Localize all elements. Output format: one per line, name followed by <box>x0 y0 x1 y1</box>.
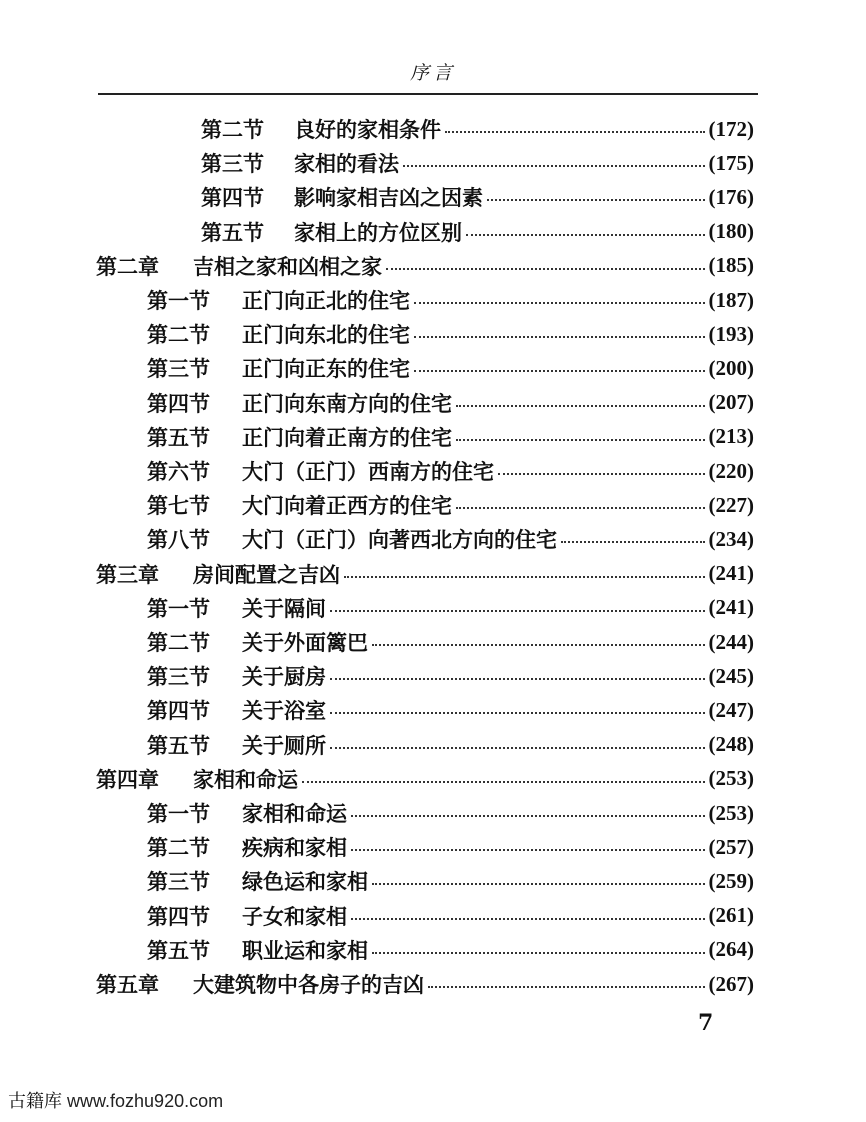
dot-leader <box>351 849 705 851</box>
toc-section-row <box>147 522 754 556</box>
toc-title: 家相的看法 <box>294 151 399 177</box>
toc-page-number: (220) <box>708 458 754 483</box>
toc-chapter-row <box>96 762 754 796</box>
dot-leader <box>386 268 705 270</box>
dot-leader <box>372 883 705 885</box>
toc-title: 关于厕所 <box>242 732 326 758</box>
toc-page-number: (213) <box>708 424 754 449</box>
dot-leader <box>414 302 705 304</box>
toc-section-row <box>147 693 754 727</box>
toc-page-number: (207) <box>708 390 754 415</box>
toc-page-number: (244) <box>708 629 754 654</box>
toc-page-number: (172) <box>708 116 754 141</box>
toc-label: 第六节 <box>147 459 210 484</box>
toc-label: 第一节 <box>147 288 210 313</box>
toc-title: 良好的家相条件 <box>294 117 441 142</box>
page-number: 7 <box>698 1010 714 1036</box>
dot-leader <box>466 234 705 236</box>
dot-leader <box>351 918 705 920</box>
toc-section-row <box>147 317 754 351</box>
toc-title: 吉相之家和凶相之家 <box>193 253 382 279</box>
toc-page-number: (241) <box>708 595 754 620</box>
toc-section-row <box>147 351 754 385</box>
toc-page-number: (264) <box>708 937 754 962</box>
dot-leader <box>487 199 705 201</box>
toc-title: 关于厨房 <box>242 664 326 690</box>
toc-label: 第三节 <box>147 664 210 690</box>
toc-section-row <box>201 215 754 249</box>
dot-leader <box>428 986 705 988</box>
toc-label: 第八节 <box>147 527 210 553</box>
dot-leader <box>403 165 705 167</box>
toc-label: 第三节 <box>147 356 210 382</box>
toc-section-row <box>147 933 754 967</box>
toc-section-row <box>147 625 754 659</box>
dot-leader <box>456 405 705 407</box>
dot-leader <box>372 644 705 646</box>
toc-section-row <box>147 420 754 454</box>
toc-page-number: (247) <box>708 697 754 722</box>
dot-leader <box>414 370 705 372</box>
running-header: 序言 <box>409 62 456 84</box>
dot-leader <box>351 815 705 817</box>
site-name: 古籍库 <box>8 1091 62 1111</box>
toc-label: 第四节 <box>201 185 264 211</box>
dot-leader <box>445 131 705 133</box>
toc-page-number: (180) <box>708 219 754 244</box>
toc-title: 正门向东北的住宅 <box>242 322 410 348</box>
dot-leader <box>456 439 705 441</box>
toc-section-row <box>147 283 754 317</box>
toc-page-number: (227) <box>708 492 754 517</box>
toc-title: 大门（正门）西南方的住宅 <box>242 459 494 484</box>
toc-chapter-row <box>96 249 754 283</box>
toc-title: 正门向东南方向的住宅 <box>242 390 452 416</box>
toc-label: 第二节 <box>201 117 264 142</box>
toc-title: 关于浴室 <box>242 698 326 724</box>
toc-page-number: (257) <box>708 834 754 859</box>
toc-page-number: (175) <box>708 150 754 175</box>
toc-page-number: (200) <box>708 355 754 380</box>
dot-leader <box>456 507 705 509</box>
dot-leader <box>344 576 705 578</box>
toc-title: 影响家相吉凶之因素 <box>294 185 483 211</box>
toc-label: 第一节 <box>147 595 210 621</box>
toc-page-number: (253) <box>708 800 754 825</box>
toc-page-number: (187) <box>708 287 754 312</box>
toc-title: 疾病和家相 <box>242 835 347 861</box>
toc-label: 第二章 <box>96 253 159 279</box>
toc-label: 第四章 <box>96 766 159 792</box>
toc-title: 关于隔间 <box>242 595 326 621</box>
toc-label: 第四节 <box>147 903 210 929</box>
toc-section-row <box>147 830 754 864</box>
header-rule <box>98 93 758 95</box>
toc-title: 正门向着正南方的住宅 <box>242 424 452 450</box>
toc-section-row <box>147 728 754 762</box>
toc-title: 关于外面篱巴 <box>242 630 368 655</box>
toc-page-number: (245) <box>708 663 754 688</box>
toc-label: 第三节 <box>201 151 264 177</box>
toc-section-row <box>147 659 754 693</box>
toc-title: 房间配置之吉凶 <box>193 561 340 587</box>
toc-section-row <box>201 146 754 180</box>
toc-section-row <box>201 112 754 146</box>
toc-chapter-row <box>96 967 754 1001</box>
toc-label: 第一节 <box>147 801 210 826</box>
toc-page-number: (176) <box>708 184 754 209</box>
dot-leader <box>330 747 705 749</box>
dot-leader <box>372 952 705 954</box>
toc-label: 第五节 <box>201 219 264 245</box>
toc-label: 第五章 <box>96 972 159 997</box>
toc-title: 正门向正北的住宅 <box>242 288 410 313</box>
toc-page-number: (248) <box>708 732 754 757</box>
toc-title: 正门向正东的住宅 <box>242 356 410 382</box>
toc-label: 第三节 <box>147 869 210 895</box>
toc-page-number: (267) <box>708 971 754 996</box>
toc-label: 第五节 <box>147 732 210 758</box>
toc-title: 家相和命运 <box>242 801 347 826</box>
toc-label: 第四节 <box>147 698 210 724</box>
toc-label: 第四节 <box>147 390 210 416</box>
toc-label: 第七节 <box>147 493 210 519</box>
toc-section-row <box>147 899 754 933</box>
dot-leader <box>330 610 705 612</box>
toc-section-row <box>147 488 754 522</box>
toc-label: 第三章 <box>96 561 159 587</box>
toc-section-row <box>147 864 754 898</box>
toc-title: 家相上的方位区别 <box>294 219 462 245</box>
toc-title: 子女和家相 <box>242 903 347 929</box>
dot-leader <box>330 712 705 714</box>
toc-section-row <box>147 796 754 830</box>
dot-leader <box>302 781 705 783</box>
toc-title: 绿色运和家相 <box>242 869 368 895</box>
toc-page-number: (234) <box>708 526 754 551</box>
toc-page-number: (259) <box>708 868 754 893</box>
site-url: www.fozhu920.com <box>67 1091 224 1111</box>
toc-section-row <box>147 454 754 488</box>
toc-label: 第二节 <box>147 630 210 655</box>
toc-page-number: (193) <box>708 321 754 346</box>
toc-title: 职业运和家相 <box>242 937 368 963</box>
dot-leader <box>498 473 705 475</box>
toc-label: 第二节 <box>147 322 210 348</box>
watermark-footer <box>8 1087 223 1113</box>
dot-leader <box>561 541 705 543</box>
dot-leader <box>330 678 705 680</box>
toc-title: 大门（正门）向著西北方向的住宅 <box>242 527 557 553</box>
toc-section-row <box>147 591 754 625</box>
toc-page-number: (185) <box>708 253 754 278</box>
dot-leader <box>414 336 705 338</box>
toc-label: 第二节 <box>147 835 210 861</box>
toc-page-number: (241) <box>708 561 754 586</box>
toc-label: 第五节 <box>147 937 210 963</box>
toc-title: 大门向着正西方的住宅 <box>242 493 452 519</box>
toc-section-row <box>147 386 754 420</box>
toc-page-number: (253) <box>708 766 754 791</box>
toc-label: 第五节 <box>147 424 210 450</box>
toc-title: 家相和命运 <box>193 766 298 792</box>
toc-chapter-row <box>96 557 754 591</box>
toc-page-number: (261) <box>708 903 754 928</box>
toc-title: 大建筑物中各房子的吉凶 <box>193 972 424 997</box>
toc-section-row <box>201 180 754 214</box>
